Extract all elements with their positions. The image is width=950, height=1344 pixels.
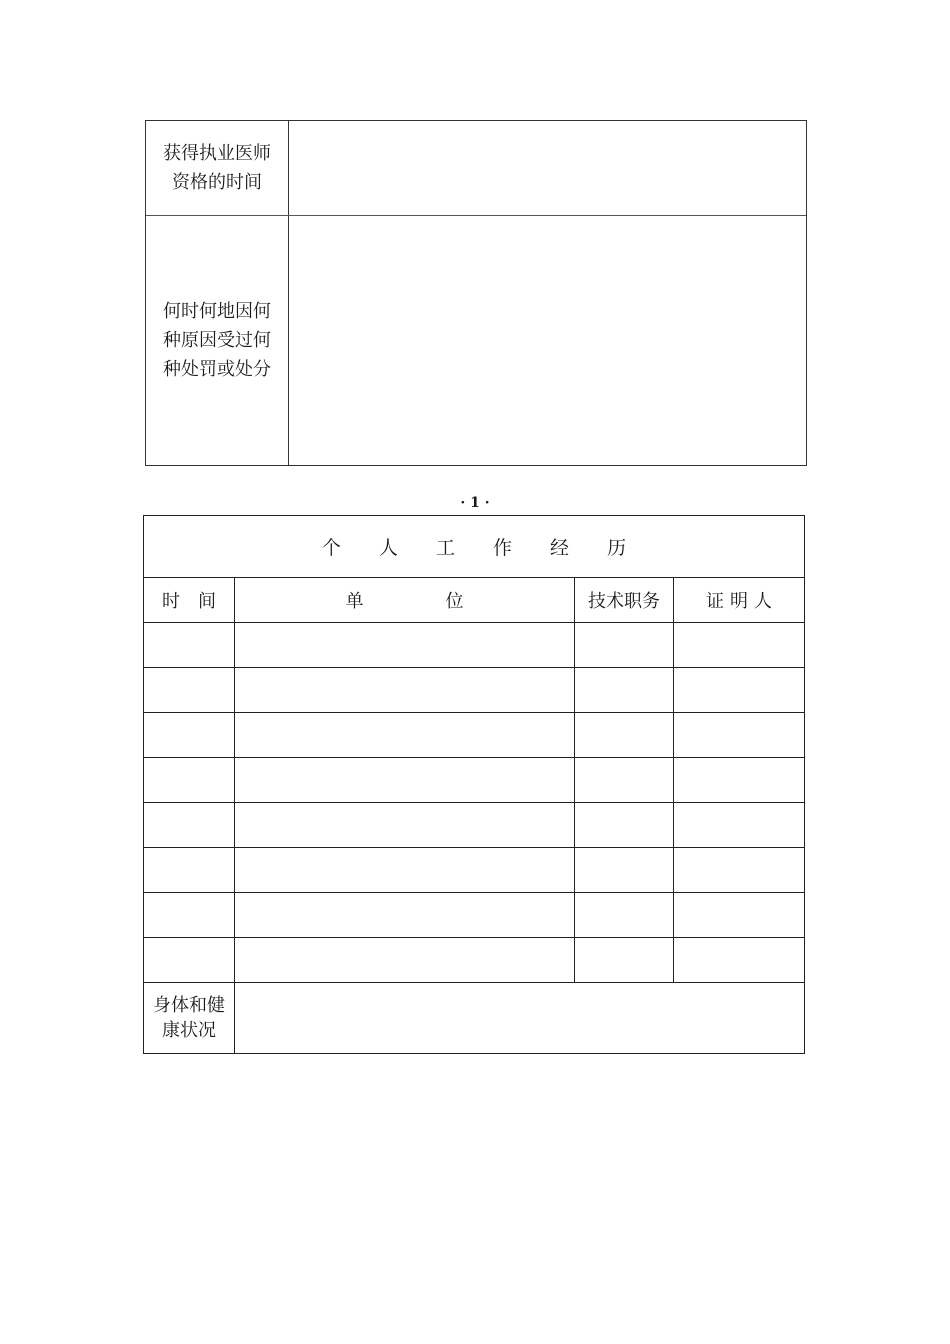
time-field[interactable] [144,938,235,982]
unit-field[interactable] [235,848,575,892]
unit-field[interactable] [235,668,575,712]
penalty-label [146,216,289,465]
health-label [144,983,235,1053]
witness-field[interactable] [674,668,804,712]
time-field[interactable] [144,668,235,712]
time-field[interactable] [144,803,235,847]
table-row [144,893,804,938]
witness-field[interactable] [674,623,804,667]
health-row [144,983,804,1053]
header-unit-left: 单 [345,591,364,612]
unit-field[interactable] [235,893,575,937]
unit-field[interactable] [235,938,575,982]
table-row [144,848,804,893]
penalty-label-line-1: 何时何地因何 [163,301,271,322]
witness-field[interactable] [674,938,804,982]
health-label-line-1: 身体和健 [153,995,225,1016]
technical-title-field[interactable] [575,713,674,757]
work-history-header-row [144,578,804,623]
unit-field[interactable] [235,623,575,667]
header-witness: 证明人 [706,591,778,612]
table-row [144,713,804,758]
witness-field[interactable] [674,758,804,802]
table-row [144,758,804,803]
unit-field[interactable] [235,758,575,802]
header-technical-title: 技术职务 [575,578,674,622]
license-date-label-line-2: 资格的时间 [172,172,262,193]
time-field[interactable] [144,758,235,802]
penalty-label-line-2: 种原因受过何 [163,330,271,351]
table-row [144,668,804,713]
technical-title-field[interactable] [575,893,674,937]
license-date-label [146,121,289,215]
physician-info-table [145,120,807,466]
header-unit [235,578,575,622]
penalty-field[interactable] [289,216,806,465]
technical-title-field[interactable] [575,848,674,892]
table-row [144,938,804,983]
time-field[interactable] [144,623,235,667]
technical-title-field[interactable] [575,758,674,802]
license-date-label-line-1: 获得执业医师 [163,143,271,164]
header-unit-right: 位 [445,591,464,612]
table-row [144,803,804,848]
witness-field[interactable] [674,803,804,847]
health-field[interactable] [235,983,804,1053]
witness-field[interactable] [674,713,804,757]
license-date-field[interactable] [289,121,806,215]
table-row [144,623,804,668]
time-field[interactable] [144,848,235,892]
time-field[interactable] [144,713,235,757]
page-number: · 1 · [460,495,490,511]
witness-field[interactable] [674,848,804,892]
header-time: 时间 [144,578,235,622]
unit-field[interactable] [235,803,575,847]
unit-field[interactable] [235,713,575,757]
technical-title-field[interactable] [575,623,674,667]
work-history-title: 个 人 工 作 经 历 [144,516,804,578]
witness-field[interactable] [674,893,804,937]
technical-title-field[interactable] [575,668,674,712]
technical-title-field[interactable] [575,938,674,982]
time-field[interactable] [144,893,235,937]
license-date-row [146,121,806,216]
technical-title-field[interactable] [575,803,674,847]
health-label-line-2: 康状况 [162,1020,216,1041]
penalty-label-line-3: 种处罚或处分 [163,359,271,380]
penalty-row [146,216,806,465]
work-history-table [143,515,805,1054]
